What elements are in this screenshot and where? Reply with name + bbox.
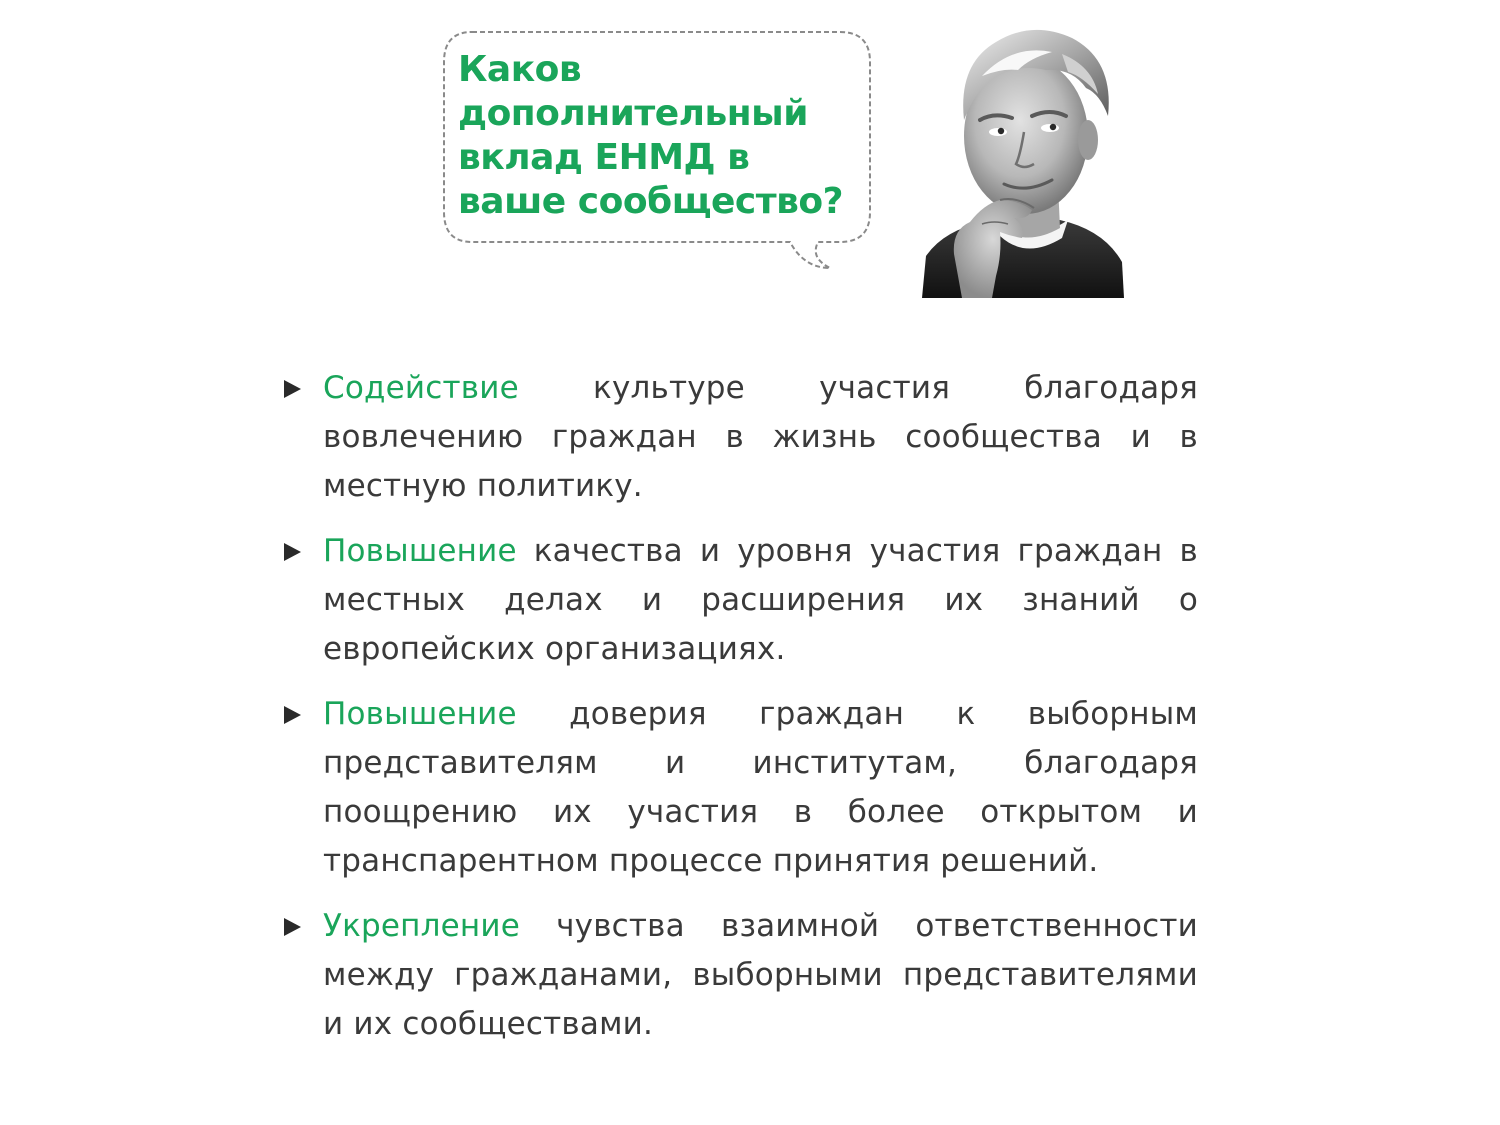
list-item-body: культуре участия благодаря вовлечению граждан в жизнь сообщества и в местную политику. bbox=[323, 370, 1198, 504]
list-item bbox=[278, 364, 1198, 511]
list-item bbox=[278, 902, 1198, 1049]
list-item-body: чувства взаимной ответственности между гражданами, выборными представителями и их сообществами. bbox=[323, 908, 1198, 1042]
triangle-bullet-icon bbox=[284, 543, 301, 561]
list-item-body: качества и уровня участия граждан в местных делах и расширения их знаний о европейских организациях. bbox=[323, 533, 1198, 667]
bubble-line-1: Каков bbox=[458, 49, 582, 90]
triangle-bullet-icon bbox=[284, 706, 301, 724]
list-item-head: Укрепление bbox=[323, 908, 521, 944]
list-item-text bbox=[323, 902, 1198, 1049]
bubble-line-3: вклад ЕНМД в bbox=[458, 137, 750, 178]
triangle-bullet-icon bbox=[284, 918, 301, 936]
list-item bbox=[278, 527, 1198, 674]
list-item bbox=[278, 690, 1198, 886]
bubble-question bbox=[458, 48, 868, 224]
benefits-list bbox=[278, 364, 1198, 1065]
bubble-line-2: дополнительный bbox=[458, 93, 808, 134]
list-item-head: Содействие bbox=[323, 370, 519, 406]
list-item-head: Повышение bbox=[323, 533, 517, 569]
list-item-text bbox=[323, 364, 1198, 511]
speech-bubble bbox=[438, 26, 878, 272]
list-item-body: доверия граждан к выборным представителям и институтам, благодаря поощрению их участия в более открытом и транспарентном процессе принятия решений. bbox=[323, 696, 1198, 879]
list-item-text bbox=[323, 527, 1198, 674]
triangle-bullet-icon bbox=[284, 380, 301, 398]
list-item-head: Повышение bbox=[323, 696, 517, 732]
list-item-text bbox=[323, 690, 1198, 886]
thinking-man-portrait bbox=[922, 24, 1124, 298]
bubble-line-4: ваше сообщество? bbox=[458, 181, 844, 222]
